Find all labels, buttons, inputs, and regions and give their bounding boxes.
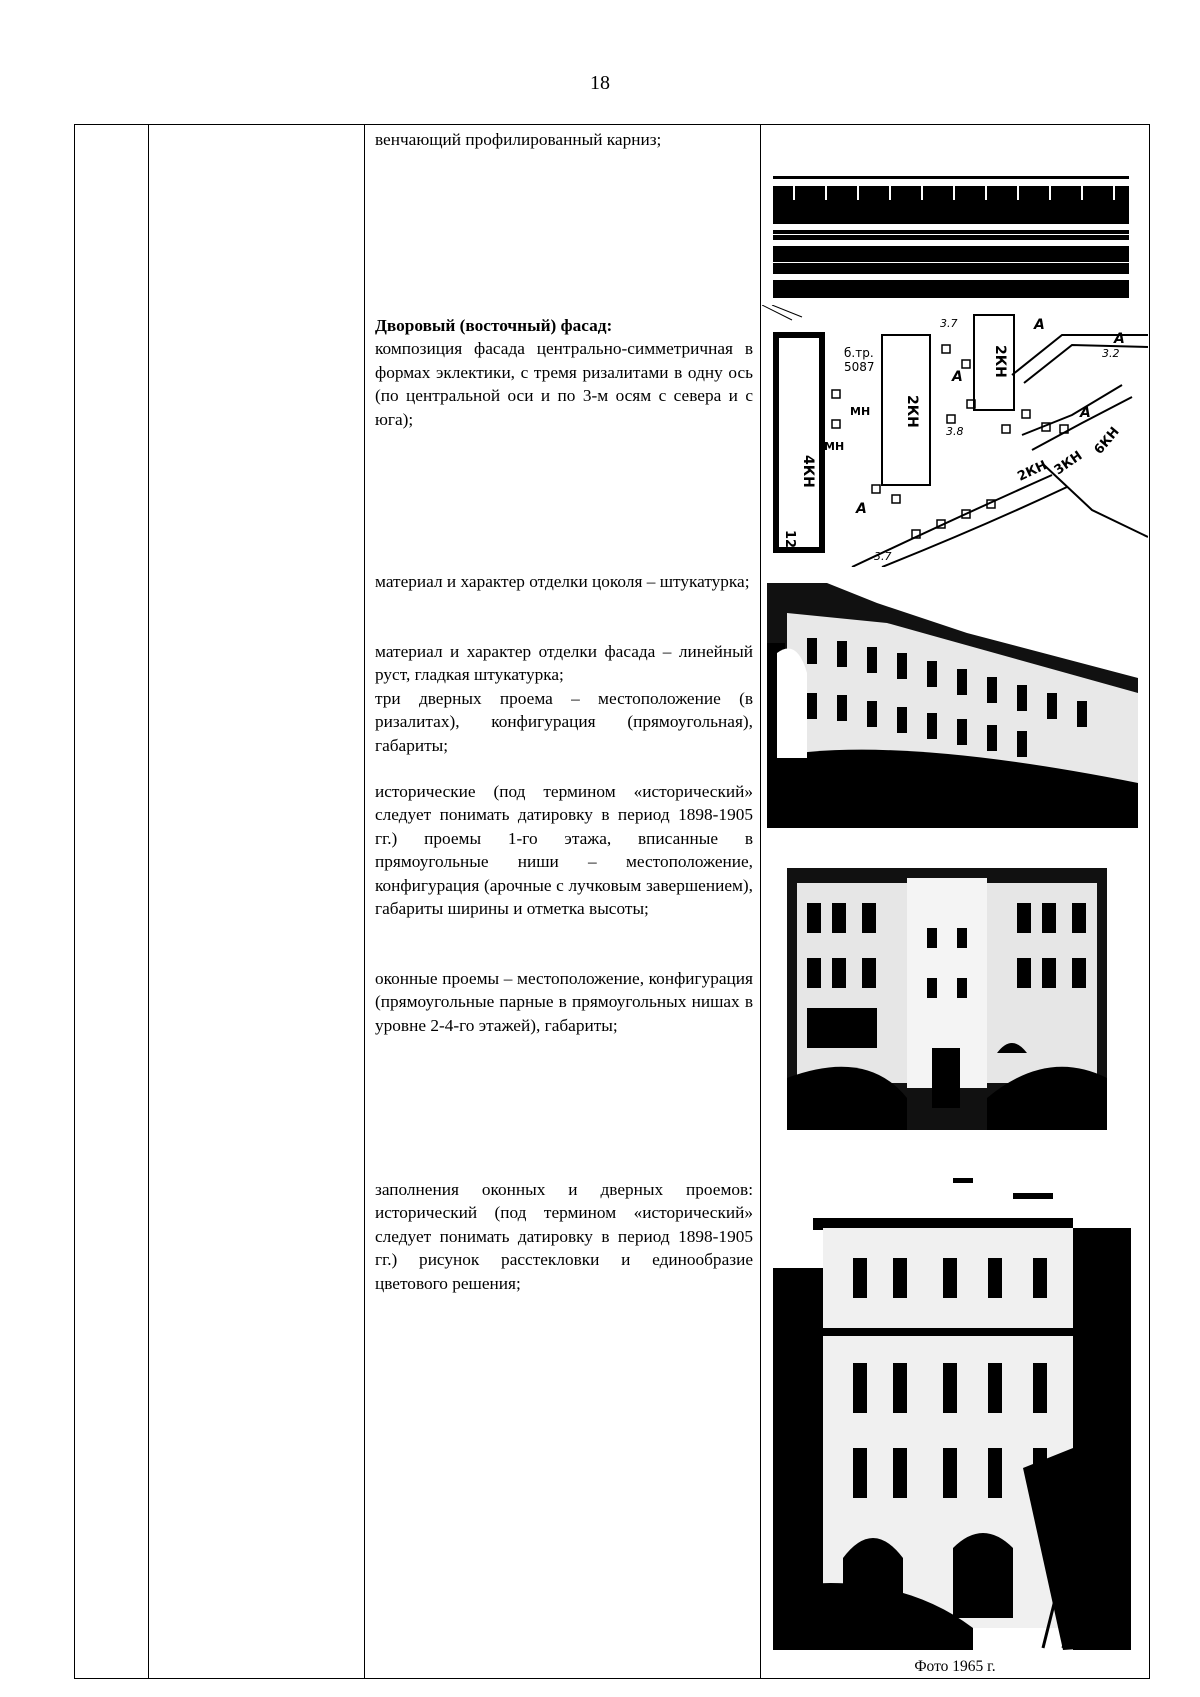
courtyard-facade-section: [375, 314, 753, 431]
map-label-btr-number: 5087: [844, 360, 875, 374]
text-facade-finish: [375, 640, 753, 757]
map-mark-a-5: A: [1080, 405, 1091, 421]
site-plan-map: [762, 305, 1148, 567]
table-column-divider-2: [364, 124, 365, 1679]
cornice-elevation-image: [773, 168, 1129, 298]
map-elevation-2: 3.8: [946, 425, 964, 438]
text-cornice: венчающий профилированный карниз;: [375, 130, 662, 149]
map-label-btr: б.тр.: [844, 346, 874, 360]
map-label-mn-b: МН: [824, 440, 845, 453]
map-mark-a-1: A: [1034, 317, 1045, 333]
table-column-divider-3: [760, 124, 761, 1679]
facade-photo-1: [767, 583, 1138, 828]
map-label-2kn-c: 2КН: [1015, 458, 1050, 485]
map-label-2kn-b: 2КН: [992, 345, 1008, 378]
text-doors: три дверных проема – местоположение (в ризалитах), конфигурация (прямоугольная), габариты;: [375, 688, 753, 755]
map-label-6kn: 6КН: [1091, 424, 1123, 458]
text-window-openings: оконные проемы – местоположение, конфигурация (прямоугольные парные в прямоугольных нишах в уровне 2-4-го этажей), габариты;: [375, 969, 753, 1035]
map-mark-a-4: A: [856, 501, 867, 517]
text-facade-material: материал и характер отделки фасада – линейный руст, гладкая штукатурка;: [375, 642, 753, 685]
photo-caption: Фото 1965 г.: [914, 1658, 996, 1675]
text-historic-openings: исторические (под термином «исторический» следует понимать датировку в период 1898-1905 гг.) проемы 1-го этажа, вписанные в прямоугольные ниши – местоположение, конфигурация (арочные с лучковым завершением), габариты ширины и отметка высоты;: [375, 782, 753, 919]
table-column-divider-1: [148, 124, 149, 1679]
facade-photo-2: [787, 848, 1107, 1130]
text-fillings: заполнения оконных и дверных проемов: исторический (под термином «исторический» следует понимать датировку в период 1898-1905 гг.) рисунок расстекловки и единообразие цветового решения;: [375, 1180, 753, 1293]
courtyard-facade-heading: Дворовый (восточный) фасад:: [375, 316, 613, 335]
map-elevation-4: 3.7: [874, 550, 892, 563]
map-label-3kn: 3КН: [1051, 448, 1086, 479]
map-elevation-1: 3.7: [940, 317, 958, 330]
page-number: 18: [590, 72, 610, 94]
map-label-2kn-a: 2КН: [904, 395, 920, 428]
text-composition: композиция фасада центрально-симметричная в формах эклектики, с тремя ризалитами в одну ось (по центральной оси и по 3-м осям с севера и с юга);: [375, 339, 753, 429]
map-label-4kn: 4КН: [800, 455, 816, 488]
map-mark-a-3: A: [1114, 331, 1125, 347]
map-mark-a-2: A: [952, 369, 963, 385]
text-plinth: материал и характер отделки цоколя – штукатурка;: [375, 572, 750, 591]
map-elevation-3: 3.2: [1102, 347, 1120, 360]
map-label-12: 12: [782, 530, 797, 549]
historic-photo-1965: [773, 1148, 1131, 1650]
map-label-mn-a: МН: [850, 405, 871, 418]
